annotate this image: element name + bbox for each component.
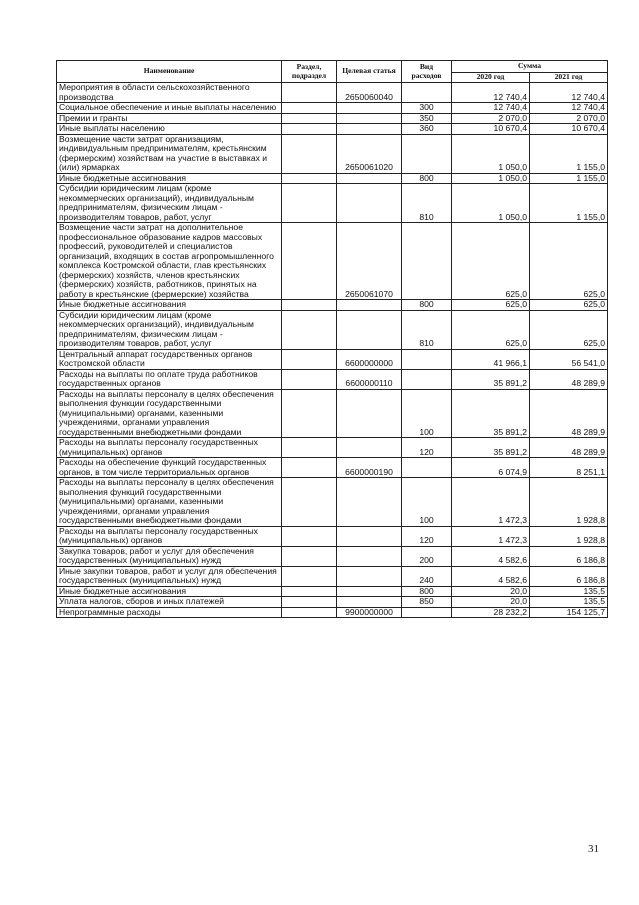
row-expense-type: 850 xyxy=(402,597,452,608)
row-target-article xyxy=(337,300,402,311)
row-target-article: 6600000000 xyxy=(337,349,402,369)
row-name: Субсидии юридическим лицам (кроме некоммерческих организаций), индивидуальным предпринимателям, физическим лицам - производителям товаров, работ, услуг xyxy=(57,310,282,349)
row-name: Мероприятия в области сельскохозяйственного производства xyxy=(57,83,282,103)
row-sum-2020: 12 740,4 xyxy=(452,83,530,103)
row-sum-2020: 41 966,1 xyxy=(452,349,530,369)
row-name: Расходы на выплаты персоналу государственных (муниципальных) органов xyxy=(57,526,282,546)
table-row xyxy=(57,223,608,300)
row-sum-2020: 1 472,3 xyxy=(452,526,530,546)
row-razdel xyxy=(282,124,337,135)
row-razdel xyxy=(282,113,337,124)
row-sum-2020: 10 670,4 xyxy=(452,124,530,135)
row-sum-2020: 20,0 xyxy=(452,586,530,597)
row-expense-type xyxy=(402,349,452,369)
row-sum-2021: 48 289,9 xyxy=(530,389,608,438)
row-razdel xyxy=(282,184,337,223)
row-expense-type: 200 xyxy=(402,546,452,566)
table-row xyxy=(57,607,608,618)
row-sum-2021: 2 070,0 xyxy=(530,113,608,124)
row-sum-2020: 28 232,2 xyxy=(452,607,530,618)
row-sum-2020: 35 891,2 xyxy=(452,369,530,389)
row-target-article: 9900000000 xyxy=(337,607,402,618)
row-razdel xyxy=(282,349,337,369)
row-razdel xyxy=(282,607,337,618)
row-sum-2020: 625,0 xyxy=(452,223,530,300)
header-year-2020: 2020 год xyxy=(452,73,530,83)
row-razdel xyxy=(282,223,337,300)
table-row xyxy=(57,586,608,597)
row-name: Иные бюджетные ассигнования xyxy=(57,173,282,184)
row-name: Расходы на выплаты персоналу в целях обеспечения выполнения функции государственными (муниципальными) органами, казенными учреждениями, органами управления государственными внебюджетными фондами xyxy=(57,389,282,438)
row-expense-type: 240 xyxy=(402,566,452,586)
row-expense-type: 360 xyxy=(402,124,452,135)
row-razdel xyxy=(282,103,337,114)
table-body xyxy=(57,83,608,618)
row-name: Иные бюджетные ассигнования xyxy=(57,586,282,597)
table-row xyxy=(57,173,608,184)
row-expense-type: 350 xyxy=(402,113,452,124)
table-row xyxy=(57,310,608,349)
row-name: Центральный аппарат государственных органов Костромской области xyxy=(57,349,282,369)
row-target-article xyxy=(337,184,402,223)
row-sum-2021: 10 670,4 xyxy=(530,124,608,135)
row-sum-2021: 625,0 xyxy=(530,300,608,311)
row-name: Субсидии юридическим лицам (кроме некоммерческих организаций), индивидуальным предпринимателям, физическим лицам - производителям товаров, работ, услуг xyxy=(57,184,282,223)
row-razdel xyxy=(282,173,337,184)
table-row xyxy=(57,349,608,369)
row-name: Социальное обеспечение и иные выплаты населению xyxy=(57,103,282,114)
table-row xyxy=(57,134,608,173)
row-target-article xyxy=(337,526,402,546)
header-expense-type: Вид расходов xyxy=(402,61,452,83)
row-sum-2020: 1 472,3 xyxy=(452,478,530,527)
row-sum-2020: 20,0 xyxy=(452,597,530,608)
table-row xyxy=(57,103,608,114)
row-sum-2020: 4 582,6 xyxy=(452,546,530,566)
row-sum-2021: 135,5 xyxy=(530,586,608,597)
row-expense-type: 120 xyxy=(402,438,452,458)
row-sum-2021: 48 289,9 xyxy=(530,369,608,389)
row-sum-2021: 1 155,0 xyxy=(530,173,608,184)
row-expense-type xyxy=(402,458,452,478)
row-name: Возмещение части затрат на дополнительное профессиональное образование кадров массовых профессий, руководителей и специалистов организаций, входящих в состав агропромышленного комплекса Костромской области, глав крестьянских (фермерских) хозяйств, членов крестьянских (фермерских) хозяйств, работников, принятых на работу в крестьянские (фермерские) хозяйства xyxy=(57,223,282,300)
row-sum-2021: 56 541,0 xyxy=(530,349,608,369)
row-expense-type: 800 xyxy=(402,586,452,597)
row-name: Иные закупки товаров, работ и услуг для обеспечения государственных (муниципальных) нужд xyxy=(57,566,282,586)
row-target-article xyxy=(337,389,402,438)
row-sum-2020: 625,0 xyxy=(452,300,530,311)
row-razdel xyxy=(282,597,337,608)
row-expense-type: 100 xyxy=(402,389,452,438)
table-row xyxy=(57,458,608,478)
row-expense-type: 810 xyxy=(402,310,452,349)
row-sum-2020: 12 740,4 xyxy=(452,103,530,114)
row-name: Иные бюджетные ассигнования xyxy=(57,300,282,311)
row-sum-2020: 2 070,0 xyxy=(452,113,530,124)
row-target-article xyxy=(337,113,402,124)
row-name: Возмещение части затрат организациям, индивидуальным предпринимателям, крестьянским (фермерским) хозяйствам на участие в выставках и (или) ярмарках xyxy=(57,134,282,173)
row-name: Иные выплаты населению xyxy=(57,124,282,135)
row-sum-2020: 1 050,0 xyxy=(452,134,530,173)
row-expense-type: 800 xyxy=(402,173,452,184)
row-sum-2021: 625,0 xyxy=(530,310,608,349)
row-sum-2021: 1 155,0 xyxy=(530,184,608,223)
row-expense-type xyxy=(402,83,452,103)
row-expense-type xyxy=(402,134,452,173)
row-target-article xyxy=(337,586,402,597)
row-sum-2021: 12 740,4 xyxy=(530,103,608,114)
budget-table xyxy=(56,60,608,618)
row-razdel xyxy=(282,586,337,597)
row-sum-2021: 625,0 xyxy=(530,223,608,300)
row-name: Расходы на обеспечение функций государственных органов, в том числе территориальных органов xyxy=(57,458,282,478)
row-expense-type xyxy=(402,369,452,389)
row-expense-type: 120 xyxy=(402,526,452,546)
table-row xyxy=(57,124,608,135)
table-row xyxy=(57,597,608,608)
table-row xyxy=(57,300,608,311)
row-sum-2020: 1 050,0 xyxy=(452,173,530,184)
row-razdel xyxy=(282,389,337,438)
row-razdel xyxy=(282,438,337,458)
row-razdel xyxy=(282,458,337,478)
row-expense-type: 100 xyxy=(402,478,452,527)
row-name: Непрограммные расходы xyxy=(57,607,282,618)
row-target-article: 6600000110 xyxy=(337,369,402,389)
page-number: 31 xyxy=(588,843,599,855)
row-name: Расходы на выплаты персоналу государственных (муниципальных) органов xyxy=(57,438,282,458)
row-target-article xyxy=(337,478,402,527)
row-name: Закупка товаров, работ и услуг для обеспечения государственных (муниципальных) нужд xyxy=(57,546,282,566)
row-razdel xyxy=(282,300,337,311)
row-name: Расходы на выплаты по оплате труда работников государственных органов xyxy=(57,369,282,389)
table-row xyxy=(57,113,608,124)
row-target-article xyxy=(337,310,402,349)
table-row xyxy=(57,184,608,223)
row-name: Премии и гранты xyxy=(57,113,282,124)
row-sum-2020: 35 891,2 xyxy=(452,438,530,458)
row-razdel xyxy=(282,310,337,349)
header-year-2021: 2021 год xyxy=(530,73,608,83)
row-expense-type: 300 xyxy=(402,103,452,114)
row-target-article: 2650060040 xyxy=(337,83,402,103)
row-sum-2020: 1 050,0 xyxy=(452,184,530,223)
row-target-article: 6600000190 xyxy=(337,458,402,478)
row-sum-2021: 12 740,4 xyxy=(530,83,608,103)
table-header xyxy=(57,61,608,83)
row-target-article xyxy=(337,438,402,458)
row-razdel xyxy=(282,83,337,103)
row-sum-2021: 6 186,8 xyxy=(530,546,608,566)
row-name: Уплата налогов, сборов и иных платежей xyxy=(57,597,282,608)
row-razdel xyxy=(282,134,337,173)
row-sum-2021: 6 186,8 xyxy=(530,566,608,586)
row-sum-2020: 6 074,9 xyxy=(452,458,530,478)
row-expense-type: 800 xyxy=(402,300,452,311)
row-sum-2020: 625,0 xyxy=(452,310,530,349)
row-razdel xyxy=(282,566,337,586)
table-row xyxy=(57,546,608,566)
header-target-article: Целевая статья xyxy=(337,61,402,83)
row-name: Расходы на выплаты персоналу в целях обеспечения выполнения функций государственными (муниципальными) органами, казенными учреждениями, органами управления государственными внебюджетными фондами xyxy=(57,478,282,527)
table-row xyxy=(57,83,608,103)
header-sum: Сумма xyxy=(452,61,608,73)
row-razdel xyxy=(282,546,337,566)
row-sum-2021: 8 251,1 xyxy=(530,458,608,478)
row-sum-2020: 4 582,6 xyxy=(452,566,530,586)
row-razdel xyxy=(282,369,337,389)
row-expense-type xyxy=(402,607,452,618)
row-target-article: 2650061070 xyxy=(337,223,402,300)
row-sum-2021: 1 928,8 xyxy=(530,478,608,527)
table-row xyxy=(57,566,608,586)
table-row xyxy=(57,438,608,458)
table-row xyxy=(57,478,608,527)
row-sum-2021: 1 155,0 xyxy=(530,134,608,173)
row-sum-2021: 48 289,9 xyxy=(530,438,608,458)
table-row xyxy=(57,526,608,546)
row-expense-type: 810 xyxy=(402,184,452,223)
row-razdel xyxy=(282,478,337,527)
row-target-article xyxy=(337,103,402,114)
row-target-article xyxy=(337,546,402,566)
table-row xyxy=(57,369,608,389)
row-sum-2021: 154 125,7 xyxy=(530,607,608,618)
row-target-article: 2650061020 xyxy=(337,134,402,173)
row-expense-type xyxy=(402,223,452,300)
row-target-article xyxy=(337,173,402,184)
row-sum-2020: 35 891,2 xyxy=(452,389,530,438)
header-name: Наименование xyxy=(57,61,282,83)
row-sum-2021: 1 928,8 xyxy=(530,526,608,546)
header-razdel: Раздел, подраздел xyxy=(282,61,337,83)
row-target-article xyxy=(337,566,402,586)
table-row xyxy=(57,389,608,438)
row-sum-2021: 135,5 xyxy=(530,597,608,608)
row-target-article xyxy=(337,124,402,135)
row-target-article xyxy=(337,597,402,608)
row-razdel xyxy=(282,526,337,546)
